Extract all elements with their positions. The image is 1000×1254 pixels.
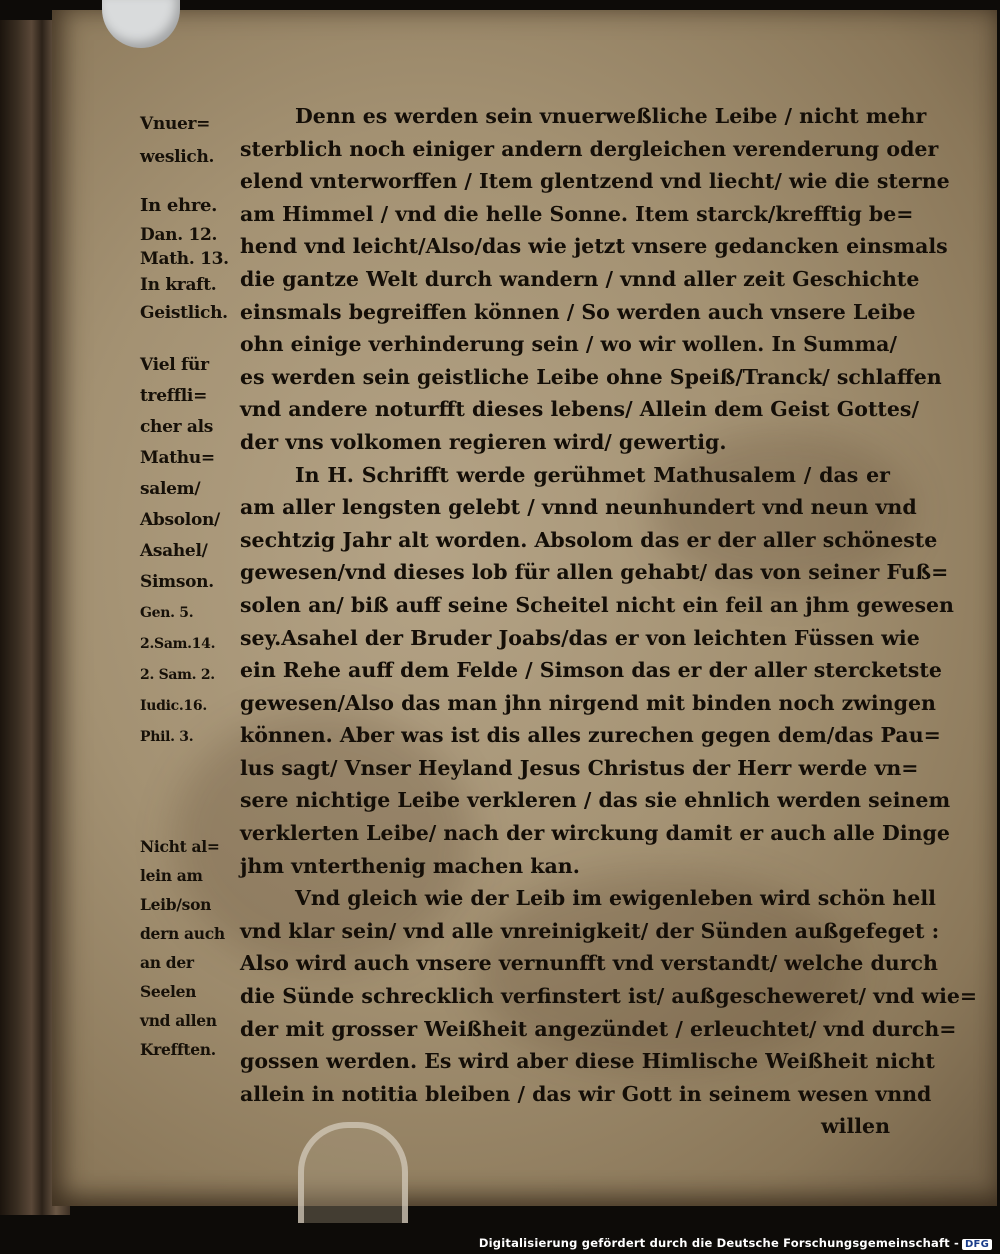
- margin-note-line: Simson.: [140, 572, 214, 592]
- margin-note-line: In ehre.: [140, 195, 218, 216]
- text-line: sey.Asahel der Bruder Joabs/das er von leichten Füssen wie: [240, 625, 920, 650]
- catchword: willen: [821, 1114, 890, 1139]
- text-line: verklerten Leibe/ nach der wirckung damit er auch alle Dinge: [240, 821, 950, 846]
- margin-note-line: In kraft.: [140, 274, 217, 295]
- text-line: der vns volkomen regieren wird/ gewertig.: [240, 429, 727, 454]
- margin-note-line: Asahel/: [140, 541, 208, 561]
- text-line: gewesen/Also das man jhn nirgend mit binden noch zwingen: [240, 690, 936, 715]
- margin-note-line: Iudic.16.: [140, 698, 207, 714]
- text-line: gossen werden. Es wird aber diese Himlische Weißheit nicht: [240, 1049, 935, 1074]
- text-line: hend vnd leicht/Also/das wie jetzt vnsere gedancken einsmals: [240, 234, 948, 259]
- margin-note-line: Geistlich.: [140, 302, 228, 323]
- margin-note-line: treffli=: [140, 386, 208, 406]
- main-text: [240, 100, 978, 1143]
- margin-note-line: weslich.: [140, 146, 215, 167]
- text-line: der mit grosser Weißheit angezündet / erleuchtet/ vnd durch=: [240, 1016, 957, 1041]
- margin-note-line: Mathu=: [140, 448, 215, 468]
- text-line: vnd klar sein/ vnd alle vnreinigkeit/ der Sünden außgefeget :: [240, 918, 940, 943]
- text-line: ohn einige verhinderung sein / wo wir wollen. In Summa/: [240, 332, 897, 357]
- paragraph-3: [240, 882, 978, 1110]
- text-line: In H. Schrifft werde gerühmet Mathusalem / das er: [295, 462, 890, 487]
- margin-note-line: Leib/son: [140, 895, 212, 914]
- margin-note-line: Gen. 5.: [140, 605, 194, 621]
- text-line: jhm vnterthenig machen kan.: [240, 853, 580, 878]
- margin-note-line: Vnuer=: [140, 114, 211, 134]
- margin-note-line: Phil. 3.: [140, 729, 194, 745]
- margin-note-line: dern auch: [140, 924, 225, 943]
- text-line: sechtzig Jahr alt worden. Absolom das er der aller schöneste: [240, 527, 938, 552]
- text-line: am aller lengsten gelebt / vnnd neunhundert vnd neun vnd: [240, 495, 917, 520]
- text-line: Vnd gleich wie der Leib im ewigenleben wird schön hell: [295, 886, 936, 911]
- margin-note-line: Dan. 12.: [140, 224, 218, 245]
- text-line: sere nichtige Leibe verkleren / das sie ehnlich werden seinem: [240, 788, 951, 813]
- margin-note-line: vnd allen: [140, 1011, 217, 1030]
- margin-note-line: lein am: [140, 866, 203, 885]
- margin-note-line: Viel für: [140, 355, 209, 375]
- text-line: allein in notitia bleiben / das wir Gott in seinem wesen vnnd: [240, 1081, 932, 1106]
- paragraph-1: [240, 100, 950, 459]
- text-line: die gantze Welt durch wandern / vnnd aller zeit Geschichte: [240, 266, 920, 291]
- margin-note-line: 2. Sam. 2.: [140, 667, 215, 683]
- text-line: es werden sein geistliche Leibe ohne Speiß/Tranck/ schlaffen: [240, 364, 942, 389]
- margin-note-line: cher als: [140, 417, 214, 437]
- text-line: Also wird auch vnsere vernunfft vnd verstandt/ welche durch: [240, 951, 938, 976]
- margin-note-unverweslich: [140, 108, 235, 173]
- text-line: sterblich noch einiger andern dergleichen verenderung oder: [240, 136, 939, 161]
- text-line: Denn es werden sein vnuerweßliche Leibe / nicht mehr: [295, 104, 927, 128]
- margin-note-nicht-allein: [140, 832, 235, 1064]
- text-line: solen an/ biß auff seine Scheitel nicht ein feil an jhm gewesen: [240, 592, 954, 617]
- margin-note-in-ehre: [140, 190, 235, 327]
- margin-note-line: Math. 13.: [140, 248, 229, 269]
- text-line: einsmals begreiffen können / So werden auch vnsere Leibe: [240, 299, 916, 324]
- text-line: ein Rehe auff dem Felde / Simson das er der aller stercketste: [240, 658, 942, 683]
- dfg-logo: DFG: [962, 1239, 992, 1250]
- margin-note-viel-fuer: [140, 350, 235, 753]
- margin-note-line: salem/: [140, 479, 201, 499]
- paragraph-2: [240, 459, 954, 883]
- text-line: gewesen/vnd dieses lob für allen gehabt/ das von seiner Fuß=: [240, 560, 949, 585]
- margin-note-line: an der: [140, 953, 194, 972]
- margin-note-line: 2.Sam.14.: [140, 636, 216, 652]
- margin-note-line: Nicht al=: [140, 837, 220, 856]
- margin-note-line: Krefften.: [140, 1040, 216, 1059]
- margin-note-line: Seelen: [140, 982, 197, 1001]
- margin-note-line: Absolon/: [140, 510, 220, 530]
- text-line: am Himmel / vnd die helle Sonne. Item starck/krefftig be=: [240, 201, 914, 226]
- text-line: können. Aber was ist dis alles zurechen gegen dem/das Pau=: [240, 723, 941, 748]
- footer-text: Digitalisierung gefördert durch die Deutsche Forschungsgemeinschaft -: [478, 1236, 960, 1250]
- digitization-footer: [479, 1236, 992, 1250]
- text-line: lus sagt/ Vnser Heyland Jesus Christus der Herr werde vn=: [240, 755, 919, 780]
- text-line: vnd andere noturfft dieses lebens/ Allein dem Geist Gottes/: [240, 397, 919, 422]
- text-line: die Sünde schrecklich verfinstert ist/ außgescheweret/ vnd wie=: [240, 984, 978, 1009]
- text-line: elend vnterworffen / Item glentzend vnd liecht/ wie die sterne: [240, 169, 950, 194]
